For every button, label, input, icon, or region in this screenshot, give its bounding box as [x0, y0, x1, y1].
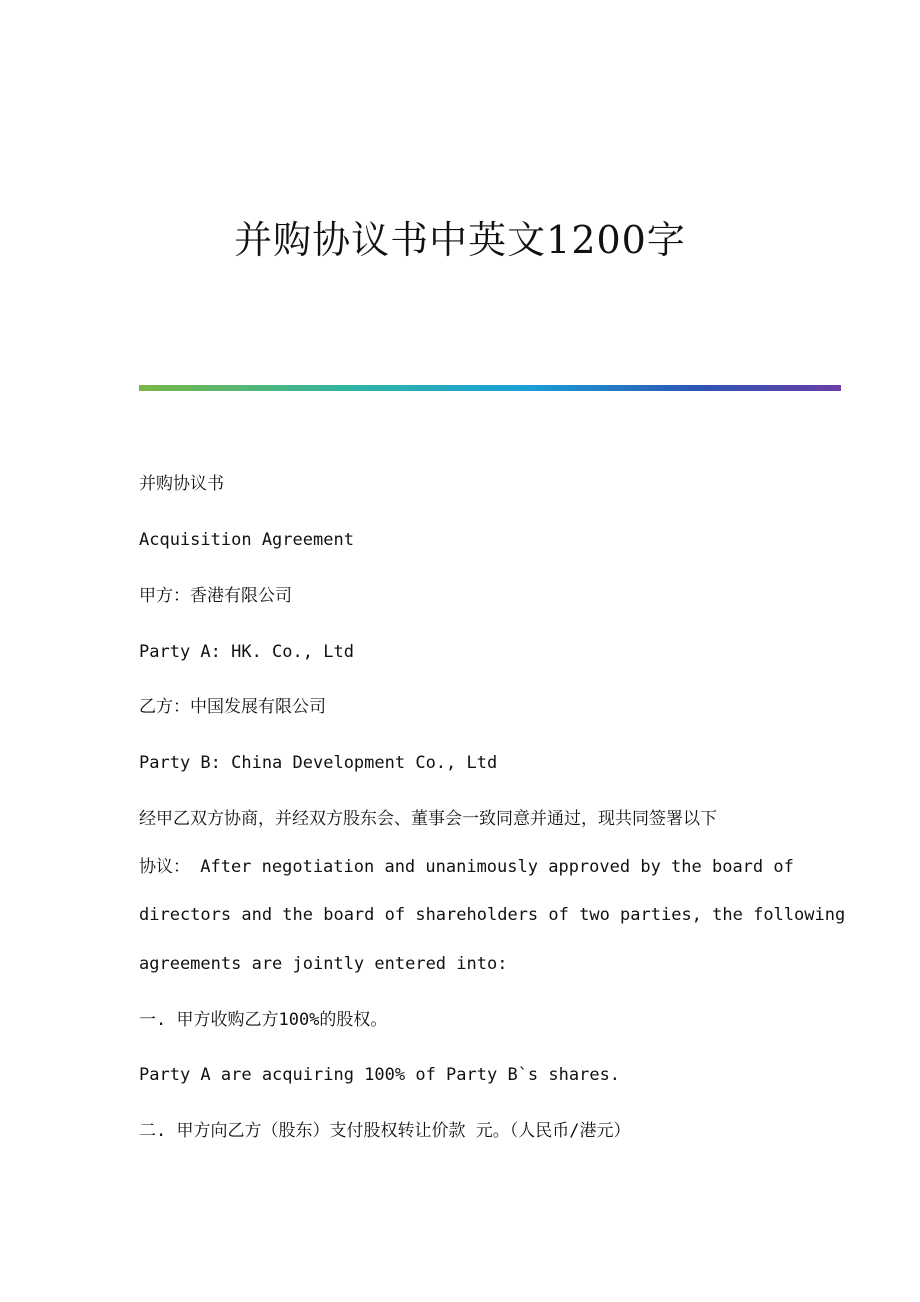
party-a-chinese: 甲方：香港有限公司 — [139, 586, 292, 606]
intro-line-3: directors and the board of shareholders of two parties, the following — [139, 905, 846, 925]
intro-line-2: 协议： After negotiation and unanimously approved by the board of — [139, 857, 794, 877]
intro-line-4: agreements are jointly entered into: — [139, 954, 508, 974]
clause-1-english: Party A are acquiring 100% of Party B`s shares. — [139, 1065, 621, 1085]
intro-line-1: 经甲乙双方协商，并经双方股东会、董事会一致同意并通过，现共同签署以下 — [139, 809, 717, 829]
document-title: 并购协议书中英文1200字 — [234, 218, 686, 262]
title-divider — [139, 385, 841, 391]
clause-2-chinese: 二. 甲方向乙方（股东）支付股权转让价款 元。（人民币/港元） — [139, 1121, 631, 1141]
heading-english: Acquisition Agreement — [139, 530, 354, 550]
party-b-chinese: 乙方：中国发展有限公司 — [139, 697, 326, 717]
heading-chinese: 并购协议书 — [139, 474, 224, 494]
party-b-english: Party B: China Development Co., Ltd — [139, 753, 498, 773]
clause-1-chinese: 一. 甲方收购乙方100%的股权。 — [139, 1010, 388, 1030]
party-a-english: Party A: HK. Co., Ltd — [139, 642, 354, 662]
